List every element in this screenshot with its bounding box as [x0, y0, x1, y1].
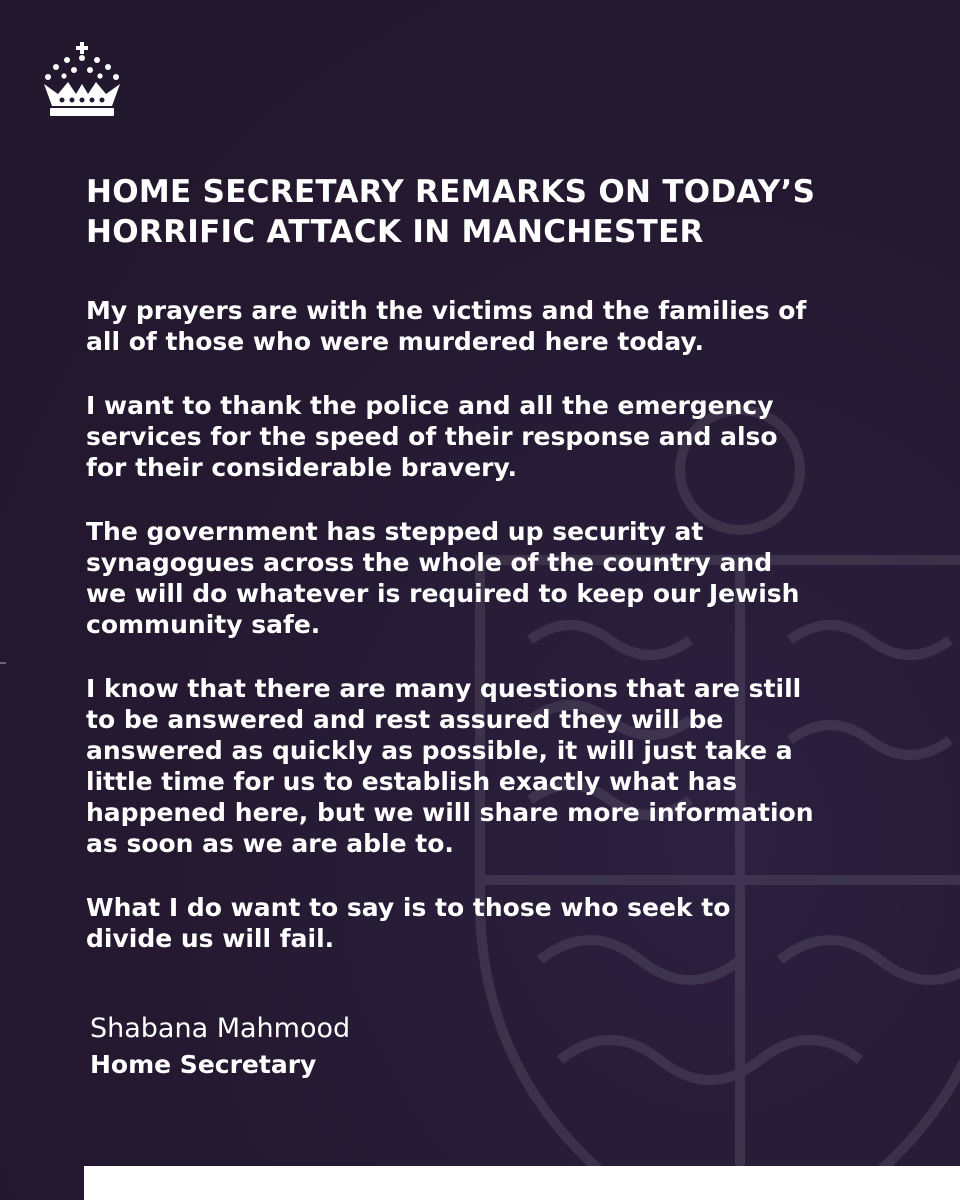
paragraph-line: community safe. [86, 610, 321, 639]
statement-headline [86, 172, 926, 252]
statement-body [86, 295, 936, 987]
crown-icon [40, 40, 124, 120]
headline-line-2: HORRIFIC ATTACK IN MANCHESTER [86, 214, 704, 250]
paragraph-divide [86, 892, 936, 954]
paragraph-line: little time for us to establish exactly what has [86, 767, 738, 796]
paragraph-line: divide us will fail. [86, 924, 335, 953]
paragraph-line: services for the speed of their response and also [86, 422, 778, 451]
signatory-name: Shabana Mahmood [90, 1013, 351, 1044]
paragraph-thanks [86, 390, 936, 483]
headline-line-1: HOME SECRETARY REMARKS ON TODAY’S [86, 174, 816, 210]
paragraph-line: we will do whatever is required to keep our Jewish [86, 579, 800, 608]
paragraph-line: I want to thank the police and all the emergency [86, 391, 774, 420]
paragraph-security [86, 516, 936, 640]
signatory-title: Home Secretary [90, 1050, 317, 1079]
paragraph-line: happened here, but we will share more information [86, 798, 814, 827]
paragraph-line: My prayers are with the victims and the families of [86, 296, 807, 325]
edge-mark [0, 662, 6, 664]
paragraph-line: The government has stepped up security at [86, 517, 704, 546]
paragraph-line: for their considerable bravery. [86, 453, 517, 482]
paragraph-line: all of those who were murdered here today. [86, 327, 705, 356]
paragraph-line: answered as quickly as possible, it will just take a [86, 736, 793, 765]
paragraph-line: synagogues across the whole of the country and [86, 548, 773, 577]
signature-block [90, 1012, 350, 1082]
paragraph-line: as soon as we are able to. [86, 829, 454, 858]
bottom-bar [84, 1166, 960, 1200]
paragraph-line: What I do want to say is to those who seek to [86, 893, 731, 922]
paragraph-questions [86, 673, 936, 859]
paragraph-line: I know that there are many questions that are still [86, 674, 802, 703]
paragraph-line: to be answered and rest assured they will be [86, 705, 724, 734]
paragraph-prayers [86, 295, 936, 357]
